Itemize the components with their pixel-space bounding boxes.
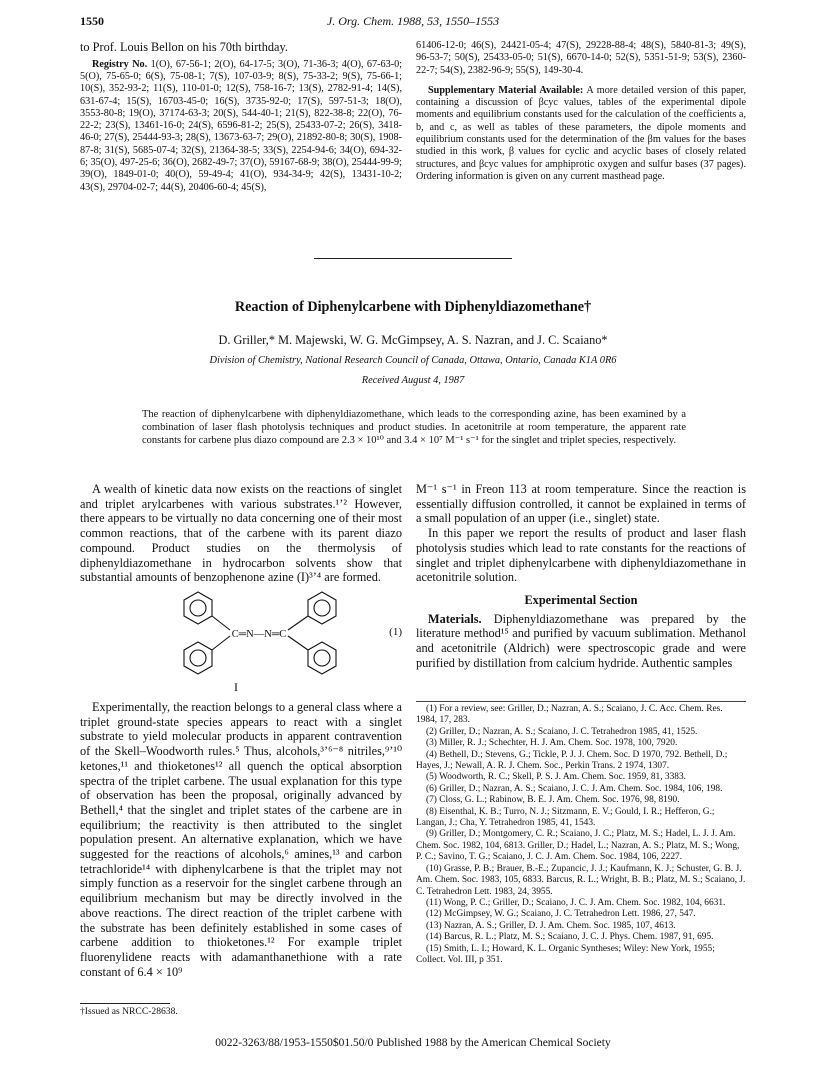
reference-item: (8) Eisenthal, K. B.; Turro, N. J.; Sitzmann, E. V.; Gould, I. R.; Hefferon, G.; Langan, J.; Cha, Y. Tetrahedron 1985, 41, 1543. [416,806,715,829]
abstract: The reaction of diphenylcarbene with diphenyldiazomethane, which leads to the corresponding azine, has been examined by a combination of laser flash photolysis techniques and product studies. In acetonitrile at room temperature, the apparent rate constants for carbene plus diazo compound are 2.3 × 10¹⁰ and 3.4 × 10⁷ M⁻¹ s⁻¹ for the singlet and triplet species, respectively. [142,409,686,446]
received-date: Received August 4, 1987 [361,375,465,386]
article-title: Reaction of Diphenylcarbene with Diphenyldiazomethane† [234,299,592,315]
affiliation: Division of Chemistry, National Research Council of Canada, Ottawa, Ontario, Canada K1A 0R6 [209,355,617,366]
azine-linkage-text: C═N—N═C [231,629,287,640]
reference-item: (11) Wong, P. C.; Griller, D.; Scaiano, J. C. J. Am. Chem. Soc. 1982, 104, 6631. [426,897,726,908]
right-paragraph-2: In this paper we report the results of product and laser flash photolysis studies which lead to rate constants for the reactions of singlet and triplet diphenylcarbene with diphenyldiazomethane in acetonitrile solution. [416,526,746,585]
reference-item: (4) Bethell, D.; Stevens, G.; Tickle, P. J. J. Chem. Soc. D 1970, 792. Bethell, D.; Hayes, J.; Newall, A. R. J. Chem. Soc., Perkin Trans. 2 1974, 1307. [416,749,728,772]
reference-item: (7) Closs, G. L.; Rabinow, B. E. J. Am. Chem. Soc. 1976, 98, 8190. [426,795,680,806]
reference-item: (10) Grasse, P. B.; Brauer, B.-E.; Zupancic, J. J.; Kaufmann, K. J.; Schuster, G. B. J. Am. Chem. Soc. 1983, 105, 6833. Barcus, R. L.; Wright, B. B.; Platz, M. S.; Scaiano, J. C. Tetrahedron Lett. 1983, 24, 3955. [416,863,746,897]
running-head [80,14,746,32]
supplementary-label: Supplementary Material Available: [428,84,584,96]
footnote: †Issued as NRCC-28638. [80,1006,178,1017]
reference-item: (3) Miller, R. J.; Schechter, H. J. Am. Chem. Soc. 1978, 100, 7920. [426,738,678,749]
journal-citation: J. Org. Chem. 1988, 53, 1550–1553 [326,14,500,28]
materials-label: Materials. [428,611,482,626]
reference-item: (15) Smith, L. I.; Howard, K. L. Organic Syntheses; Wiley: New York, 1955; Collect. Vol. III, p 351. [416,943,715,965]
prev-article-left [80,40,402,194]
reference-item: (5) Woodworth, R. C.; Skell, P. S. J. Am. Chem. Soc. 1959, 81, 3383. [426,772,687,783]
compound-label: I [234,680,238,694]
reference-item: (6) Griller, D.; Nazran, A. S.; Scaiano, J. C. J. Am. Chem. Soc. 1984, 106, 198. [426,783,723,794]
reference-item: (13) Nazran, A. S.; Griller, D. J. Am. Chem. Soc. 1985, 107, 4613. [426,920,676,931]
reference-item: (14) Barcus, R. L.; Platz, M. S.; Scaiano, J. C. J. Phys. Chem. 1987, 91, 695. [426,932,714,943]
registry-numbers-left: 1(O), 67-56-1; 2(O), 64-17-5; 3(O), 71-36-3; 4(O), 67-63-0; 5(O), 75-65-0; 6(S), 75-08-1; 7(S), 107-03-9; 8(S), 75-33-2; 9(S), 75-66-1; 10(S), 352-93-2; 11(S), 110-01-0; 12(S), 758-16-7; 13(S), 2782-91-4; 14(S), 631-67-4; 15(S), 16703-45-0; 16(S), 3735-92-0; 17(S), 597-51-3; 18(O), 3553-80-8; 19(O), 37174-63-3; 20(S), 544-40-1; 21(S), 822-38-8; 22(O), 76-22-2; 23(S), 13461-16-0; 24(S), 6596-81-2; 25(S), 25433-07-2; 26(S), 3418-46-0; 27(S), 25444-93-3; 28(S), 13673-63-7; 29(O), 21892-80-8; 30(S), 1908-87-8; 31(S), 5685-07-4; 32(S), 21364-38-5; 33(S), 2254-94-6; 34(O), 694-32-6; 35(O), 497-25-6; 36(O), 2682-49-7; 37(O), 59167-68-9; 38(O), 25444-99-9; 39(O), 1849-01-0; 40(O), 59-49-4; 41(O), 934-34-9; 42(S), 13431-10-2; 43(S), 29704-02-7; 44(S), 20406-60-4; 45(S), [80,58,403,193]
page-number: 1550 [80,14,104,28]
azine-structure [80,588,402,696]
section-heading: Experimental Section [524,592,638,607]
footnote-rule [80,1003,170,1004]
author-list: D. Griller,* M. Majewski, W. G. McGimpsey, A. S. Nazran, and J. C. Scaiano* [218,333,608,347]
materials-text: Diphenyldiazomethane was prepared by the literature method¹⁵ and purified by vacuum sublimation. Methanol and acetonitrile (Aldrich) were spectroscopic grade and were purified by distillation from calcium hydride. Authentic samples [416,611,747,670]
intro-paragraph-1: A wealth of kinetic data now exists on the reactions of singlet and triplet arylcarbenes with various substrates.¹ʼ² However, there appears to be virtually no data concerning one of their most common reactions, that of the carbene with its parent diazo compound. Product studies on the thermolysis of diphenyldiazomethane in hydrocarbon solvents show that substantial amounts of benzophenone azine (I)³ʼ⁴ are formed. [80,482,402,585]
supplementary-text: A more detailed version of this paper, containing a discussion of βcyc values, tables of the experimental dipole moments and equilibrium constants used for the calculation of the coefficients a, b, and c, as well as tables of these parameters, the dipole moments and equilibrium constants used for the determination of the βm values for the bases studied in this work, β values for cyclic and acyclic bases of closely related structures, and βcyc values for amphiprotic oxygen and sulfur bases (37 pages). Ordering information is given on any current masthead page. [416,84,746,182]
references-list [416,704,746,966]
right-paragraph-1: M⁻¹ s⁻¹ in Freon 113 at room temperature. Since the reaction is essentially diffusion controlled, it cannot be explained in terms of a small population of an upper (i.e., singlet) state. [416,482,746,526]
intro-paragraph-2: Experimentally, the reaction belongs to a general class where a triplet ground-state species appears to react with a singlet substrate to yield molecular products in apparent contravention of the Skell–Woodworth rules.⁵ Thus, alcohols,³ʼ⁶⁻⁸ nitriles,⁹ʼ¹⁰ ketones,¹¹ and thioketones¹² all quench the optical absorption spectra of the triplet carbene. The usual explanation for this type of observation has been the proposal, originally advanced by Bethell,⁴ that the singlet and triplet states of the carbene are in equilibrium; the reactivity is then attributed to the singlet population present. An alternative explanation, which we have suggested for the reactions of alcohols,⁶ amines,¹³ and carbon tetrachloride¹⁴ with diphenylcarbene is that the triplet may not simply function as a reservoir for the singlet carbene through an equilibrium mechanism but may be directly involved in the above reactions. The direct reaction of the triplet carbene with the substrate has been definitely established in some cases of carbene addition to thioketones.¹² For example triplet fluorenylidene reacts with adamanthanethione with a rate constant of 6.4 × 10⁹ [80,700,402,979]
reference-item: (12) McGimpsey, W. G.; Scaiano, J. C. Tetrahedron Lett. 1986, 27, 547. [426,909,696,920]
reference-item: (1) For a review, see: Griller, D.; Nazran, A. S.; Scaiano, J. C. Acc. Chem. Res. 1984, 17, 283. [416,704,723,726]
prev-article-right [416,40,746,183]
reference-item: (9) Griller, D.; Montgomery, C. R.; Scaiano, J. C.; Platz, M. S.; Hadel, L. J. J. Am. Chem. Soc. 1982, 104, 6813. Griller, D.; Hadel, L.; Nazran, A. S.; Platz, M. S.; Wong, P. C.; Savino, T. G.; Scaiano, J. C. J. Am. Chem. Soc. 1984, 106, 2227. [416,829,740,863]
reference-item: (2) Griller, D.; Nazran, A. S.; Scaiano, J. C. Tetrahedron 1985, 41, 1525. [426,726,698,737]
article-separator [314,258,512,259]
registry-numbers-right: 61406-12-0; 46(S), 24421-05-4; 47(S), 29228-88-4; 48(S), 5840-81-3; 49(S), 96-53-7; 50(S), 25433-05-0; 51(S), 6670-14-0; 52(S), 5351-51-9; 53(S), 2360-22-7; 54(S), 2382-96-9; 55(S), 149-30-4. [416,40,746,76]
dedication: to Prof. Louis Bellon on his 70th birthday. [80,40,288,54]
registry-label: Registry No. [92,58,148,70]
references-rule [416,701,746,702]
page-footer: 0022-3263/88/1953-1550$01.50/0 Published 1988 by the American Chemical Society [215,1037,611,1049]
equation-number: (1) [389,626,402,638]
right-column-body [416,482,746,670]
azine-structure-drawing [80,588,402,696]
